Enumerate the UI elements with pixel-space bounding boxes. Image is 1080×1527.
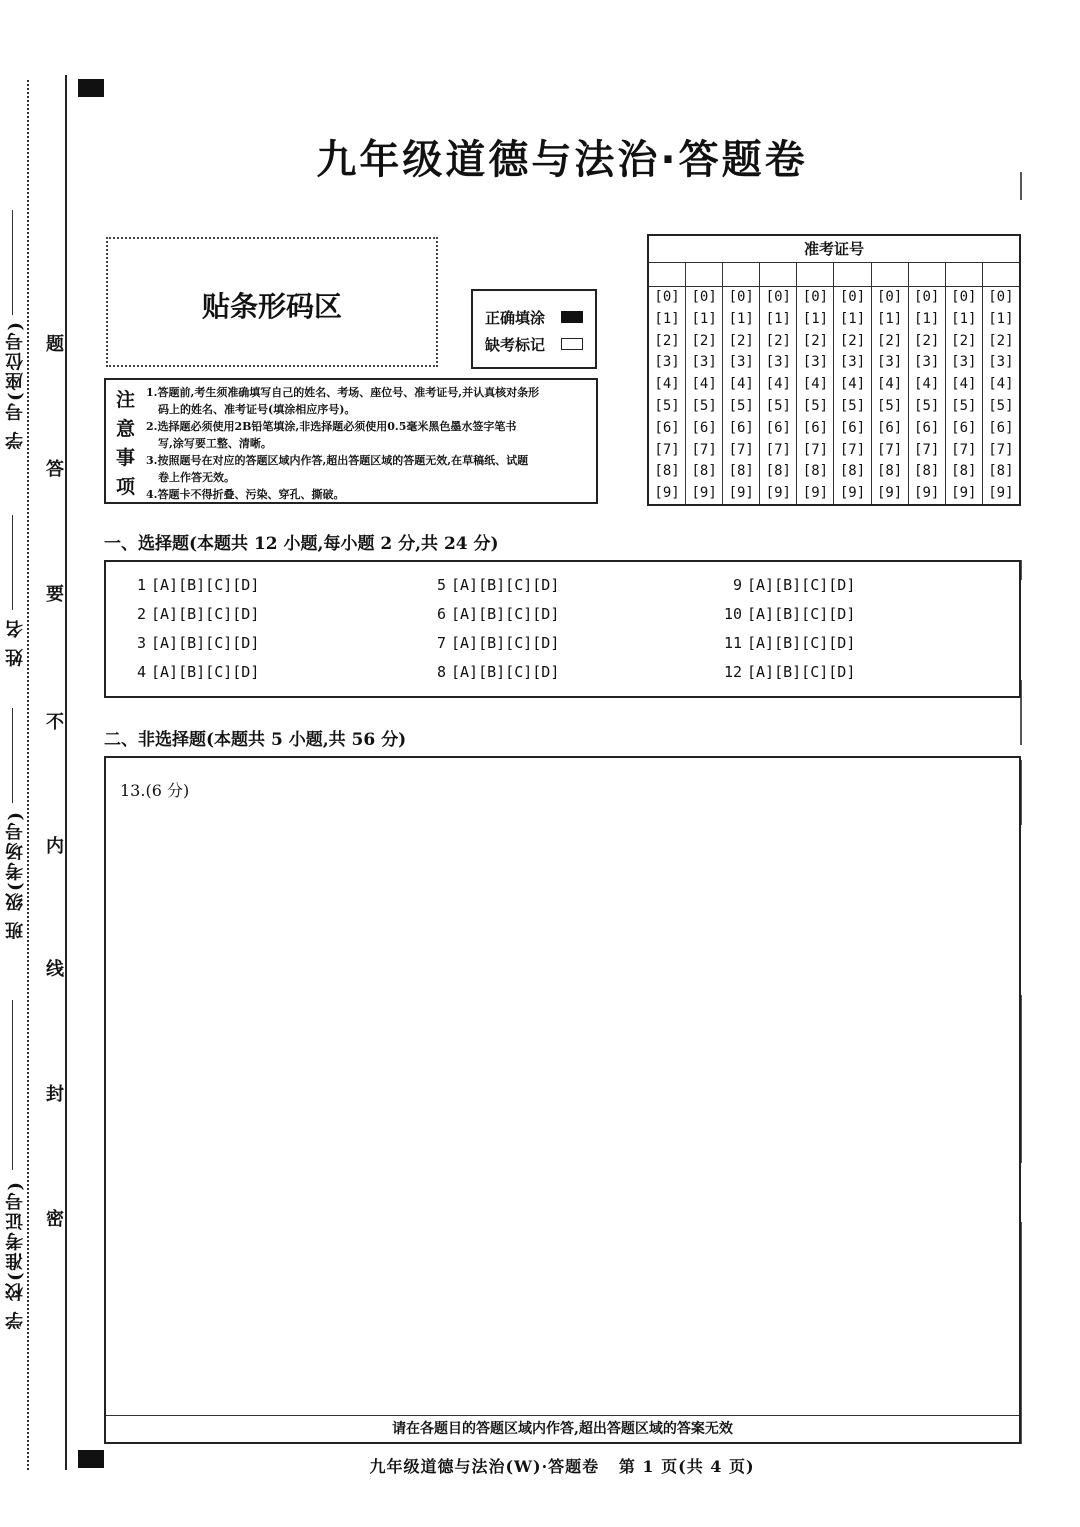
mc-options[interactable]: [A][B][C][D] (747, 576, 856, 594)
exam-id-bubble[interactable]: [1] (654, 310, 680, 327)
exam-id-bubble[interactable]: [2] (876, 332, 903, 349)
exam-id-write-cell[interactable] (909, 262, 945, 287)
side-underline (12, 708, 13, 803)
seal-char: 要 (46, 584, 64, 605)
exam-id-bubble[interactable]: [7] (914, 441, 940, 458)
mc-question-9 (720, 576, 855, 594)
exam-id-bubble[interactable]: [5] (839, 397, 866, 414)
barcode-label: 贴条形码区 (201, 290, 342, 323)
mc-question-number: 2 (136, 605, 146, 623)
exam-id-bubble[interactable]: [1] (914, 310, 940, 327)
exam-id-column (649, 262, 686, 504)
note-line: 码上的姓名、准考证号(填涂相应序号)。 (158, 403, 356, 416)
exam-id-bubble[interactable]: [2] (988, 332, 1014, 349)
section2-title: 二、非选择题(本题共 5 小题,共 56 分) (104, 730, 407, 750)
exam-id-bubble[interactable]: [0] (988, 289, 1014, 305)
exam-id-bubble[interactable]: [1] (691, 310, 717, 327)
exam-id-bubble[interactable]: [4] (914, 376, 940, 393)
mc-options[interactable]: [A][B][C][D] (451, 576, 560, 594)
exam-id-bubble[interactable]: [3] (802, 354, 829, 371)
exam-id-bubble[interactable]: [7] (691, 441, 717, 458)
exam-id-bubble[interactable]: [2] (691, 332, 717, 349)
note-line: 3.按照题号在对应的答题区域内作答,超出答题区域的答题无效,在草稿纸、试题 (146, 454, 529, 467)
exam-id-bubble[interactable]: [4] (839, 376, 866, 393)
exam-id-bubble[interactable]: [9] (765, 485, 791, 502)
exam-id-bubble[interactable]: [2] (802, 332, 829, 349)
exam-id-bubble[interactable]: [1] (802, 310, 829, 327)
mc-question-2 (124, 605, 259, 623)
notes-box (104, 378, 598, 504)
answer-area-q13[interactable] (104, 756, 1021, 1444)
exam-id-bubble[interactable]: [5] (654, 397, 680, 414)
exam-id-bubble[interactable]: [6] (691, 419, 717, 436)
side-label-class: 班 级(考场号) (5, 810, 26, 940)
exam-id-bubble[interactable]: [6] (765, 419, 791, 436)
mc-options[interactable]: [A][B][C][D] (747, 634, 856, 652)
exam-id-bubble[interactable]: [3] (914, 354, 940, 371)
note-line: 1.答题前,考生须准确填写自己的姓名、考场、座位号、准考证号,并认真核对条形 (146, 386, 540, 399)
exam-id-bubble[interactable]: [8] (951, 463, 977, 480)
exam-id-bubble[interactable]: [2] (914, 332, 940, 349)
exam-id-bubble[interactable]: [1] (728, 310, 754, 327)
exam-id-bubble[interactable]: [3] (654, 354, 680, 371)
exam-id-bubble[interactable]: [4] (691, 376, 717, 393)
exam-id-bubble[interactable]: [8] (839, 463, 866, 480)
exam-id-column (797, 262, 834, 504)
mc-options[interactable]: [A][B][C][D] (451, 634, 560, 652)
mc-question-5 (424, 576, 559, 594)
exam-id-write-cell[interactable] (946, 262, 982, 287)
exam-id-bubble[interactable]: [3] (876, 354, 903, 371)
exam-id-bubble[interactable]: [4] (876, 376, 903, 393)
seal-char: 不 (46, 712, 64, 733)
exam-id-bubble[interactable]: [6] (728, 419, 754, 436)
notes-heading-char: 注 (116, 389, 136, 411)
exam-id-write-cell[interactable] (649, 262, 685, 287)
mc-question-number: 4 (136, 663, 146, 681)
mc-question-number: 3 (136, 634, 146, 652)
exam-id-bubble[interactable]: [8] (654, 463, 680, 480)
mc-options[interactable]: [A][B][C][D] (151, 576, 260, 594)
exam-id-bubble[interactable]: [4] (802, 376, 829, 393)
exam-id-bubble[interactable]: [8] (802, 463, 829, 480)
side-underline (12, 210, 13, 315)
exam-id-bubble[interactable]: [1] (988, 310, 1014, 327)
exam-id-bubble[interactable]: [5] (914, 397, 940, 414)
exam-id-write-cell[interactable] (983, 262, 1019, 287)
mc-options[interactable]: [A][B][C][D] (451, 605, 560, 623)
exam-id-write-cell[interactable] (686, 262, 722, 287)
mc-question-number: 5 (436, 576, 446, 594)
exam-id-bubble[interactable]: [5] (951, 397, 977, 414)
mc-question-number: 7 (436, 634, 446, 652)
section1-title: 一、选择题(本题共 12 小题,每小题 2 分,共 24 分) (104, 534, 499, 554)
exam-id-bubble[interactable]: [5] (765, 397, 791, 414)
question-13-label: 13.(6 分) (120, 781, 190, 800)
notes-list (146, 384, 594, 503)
note-line: 卷上作答无效。 (158, 471, 235, 484)
mc-question-11 (720, 634, 855, 652)
exam-id-bubble[interactable]: [7] (802, 441, 829, 458)
exam-id-bubble[interactable]: [2] (839, 332, 866, 349)
mc-options[interactable]: [A][B][C][D] (747, 663, 856, 681)
alignment-mark (78, 79, 104, 97)
exam-id-bubble[interactable]: [9] (914, 485, 940, 502)
exam-id-bubble[interactable]: [9] (728, 485, 754, 502)
exam-id-bubble[interactable]: [1] (765, 310, 791, 327)
exam-id-bubble[interactable]: [7] (988, 441, 1014, 458)
exam-id-bubble[interactable]: [6] (802, 419, 829, 436)
exam-id-columns (649, 262, 1019, 504)
exam-id-bubble[interactable]: [5] (802, 397, 829, 414)
exam-id-bubble[interactable]: [3] (765, 354, 791, 371)
exam-id-bubble[interactable]: [4] (654, 376, 680, 393)
exam-id-bubble[interactable]: [9] (951, 485, 977, 502)
barcode-area (106, 237, 438, 367)
exam-id-bubble[interactable]: [3] (951, 354, 977, 371)
exam-id-bubble[interactable]: [7] (654, 441, 680, 458)
exam-id-bubble[interactable]: [3] (691, 354, 717, 371)
notes-heading-char: 项 (116, 476, 136, 498)
legend-correct-label: 正确填涂 (485, 309, 546, 327)
exam-id-column (872, 262, 909, 504)
exam-id-bubble[interactable]: [7] (876, 441, 903, 458)
absent-checkbox[interactable] (561, 338, 583, 350)
exam-id-bubble[interactable]: [1] (951, 310, 977, 327)
exam-id-bubble[interactable]: [5] (988, 397, 1014, 414)
exam-id-grid (647, 234, 1021, 506)
exam-id-bubble[interactable]: [6] (876, 419, 903, 436)
mc-options[interactable]: [A][B][C][D] (151, 634, 260, 652)
exam-id-bubble[interactable]: [1] (876, 310, 903, 327)
page-title: 九年级道德与法治·答题卷 (316, 137, 808, 183)
exam-id-bubble[interactable]: [0] (951, 289, 977, 305)
legend-absent-label: 缺考标记 (485, 336, 546, 354)
seal-char: 密 (46, 1209, 64, 1230)
mc-options[interactable]: [A][B][C][D] (451, 663, 560, 681)
exam-id-bubble[interactable]: [6] (654, 419, 680, 436)
seal-char: 线 (46, 959, 64, 980)
exam-id-column (909, 262, 946, 504)
exam-id-bubble[interactable]: [4] (728, 376, 754, 393)
exam-id-bubble[interactable]: [2] (654, 332, 680, 349)
exam-id-bubble[interactable]: [7] (728, 441, 754, 458)
multiple-choice-box (104, 560, 1021, 698)
mc-question-number: 11 (723, 634, 742, 652)
exam-id-bubble[interactable]: [4] (988, 376, 1014, 393)
side-underline (12, 515, 13, 610)
exam-id-bubble[interactable]: [3] (839, 354, 866, 371)
exam-id-bubble[interactable]: [0] (914, 289, 940, 305)
exam-id-bubble[interactable]: [9] (876, 485, 903, 502)
exam-id-column (834, 262, 871, 504)
exam-id-bubble[interactable]: [0] (802, 289, 829, 305)
seal-char: 答 (46, 459, 64, 480)
exam-id-column (686, 262, 723, 504)
exam-id-bubble[interactable]: [4] (765, 376, 791, 393)
exam-id-bubble[interactable]: [3] (728, 354, 754, 371)
exam-id-column (723, 262, 760, 504)
exam-id-bubble[interactable]: [6] (914, 419, 940, 436)
answer-area-warning: 请在各题目的答题区域内作答,超出答题区域的答案无效 (106, 1415, 1019, 1442)
notes-heading (116, 386, 138, 502)
exam-id-bubble[interactable]: [1] (839, 310, 866, 327)
page-footer: 九年级道德与法治(W)·答题卷 第 1 页(共 4 页) (369, 1457, 755, 1476)
mc-options[interactable]: [A][B][C][D] (747, 605, 856, 623)
exam-id-bubble[interactable]: [8] (914, 463, 940, 480)
exam-id-bubble[interactable]: [2] (951, 332, 977, 349)
mc-question-7 (424, 634, 559, 652)
exam-id-bubble[interactable]: [2] (728, 332, 754, 349)
exam-id-bubble[interactable]: [9] (802, 485, 829, 502)
seal-char: 封 (46, 1084, 64, 1105)
exam-id-bubble[interactable]: [8] (765, 463, 791, 480)
exam-id-bubble[interactable]: [2] (765, 332, 791, 349)
exam-id-column (983, 262, 1019, 504)
exam-id-bubble[interactable]: [4] (951, 376, 977, 393)
exam-id-bubble[interactable]: [0] (654, 289, 680, 305)
exam-id-write-cell[interactable] (797, 262, 833, 287)
exam-id-bubble[interactable]: [9] (654, 485, 680, 502)
mc-question-1 (124, 576, 259, 594)
filled-swatch (561, 311, 583, 323)
note-line: 写,涂写要工整、清晰。 (158, 437, 272, 450)
mc-question-number: 8 (436, 663, 446, 681)
notes-heading-char: 事 (116, 447, 136, 469)
mc-question-6 (424, 605, 559, 623)
exam-id-bubble[interactable]: [9] (988, 485, 1014, 502)
exam-id-bubble[interactable]: [0] (839, 289, 866, 305)
mc-question-number: 6 (436, 605, 446, 623)
exam-id-bubble[interactable]: [7] (765, 441, 791, 458)
side-underline (12, 1000, 13, 1170)
exam-id-bubble[interactable]: [9] (691, 485, 717, 502)
exam-id-write-cell[interactable] (872, 262, 908, 287)
exam-id-bubble[interactable]: [0] (765, 289, 791, 305)
exam-id-write-cell[interactable] (723, 262, 759, 287)
exam-id-bubble[interactable]: [6] (839, 419, 866, 436)
mc-question-number: 12 (723, 663, 742, 681)
exam-id-column (760, 262, 797, 504)
mc-question-12 (720, 663, 855, 681)
mc-options[interactable]: [A][B][C][D] (151, 605, 260, 623)
side-label-student-no: 学 号(座位号) (5, 320, 26, 450)
exam-id-write-cell[interactable] (760, 262, 796, 287)
binding-solid-line (65, 75, 67, 1470)
exam-id-bubble[interactable]: [0] (728, 289, 754, 305)
exam-id-bubble[interactable]: [8] (876, 463, 903, 480)
exam-id-bubble[interactable]: [7] (951, 441, 977, 458)
exam-id-bubble[interactable]: [6] (951, 419, 977, 436)
mc-question-number: 1 (136, 576, 146, 594)
exam-id-bubble[interactable]: [3] (988, 354, 1014, 371)
exam-id-bubble[interactable]: [0] (691, 289, 717, 305)
exam-id-bubble[interactable]: [5] (876, 397, 903, 414)
seal-char: 题 (46, 334, 64, 355)
notes-heading-char: 意 (116, 418, 136, 440)
mc-question-8 (424, 663, 559, 681)
note-line: 2.选择题必须使用2B铅笔填涂,非选择题必须使用0.5毫米黑色墨水签字笔书 (146, 420, 517, 433)
exam-id-bubble[interactable]: [6] (988, 419, 1014, 436)
mc-question-4 (124, 663, 259, 681)
exam-id-column (946, 262, 983, 504)
side-label-school: 学 校(准考证号) (5, 1180, 26, 1330)
exam-id-bubble[interactable]: [8] (691, 463, 717, 480)
mc-options[interactable]: [A][B][C][D] (151, 663, 260, 681)
note-line: 4.答题卡不得折叠、污染、穿孔、撕破。 (146, 488, 345, 501)
mc-question-10 (720, 605, 855, 623)
exam-id-write-cell[interactable] (834, 262, 870, 287)
exam-id-bubble[interactable]: [8] (988, 463, 1014, 480)
exam-id-bubble[interactable]: [8] (728, 463, 754, 480)
exam-id-bubble[interactable]: [7] (839, 441, 866, 458)
mc-question-number: 9 (732, 576, 742, 594)
exam-id-bubble[interactable]: [0] (876, 289, 903, 305)
mc-question-3 (124, 634, 259, 652)
exam-id-title: 准考证号 (649, 236, 1019, 263)
exam-id-bubble[interactable]: [5] (728, 397, 754, 414)
fill-legend (471, 289, 597, 369)
mc-question-number: 10 (723, 605, 742, 623)
exam-id-bubble[interactable]: [9] (839, 485, 866, 502)
side-label-name: 姓 名 (5, 618, 26, 667)
exam-id-bubble[interactable]: [5] (691, 397, 717, 414)
seal-char: 内 (46, 836, 64, 857)
